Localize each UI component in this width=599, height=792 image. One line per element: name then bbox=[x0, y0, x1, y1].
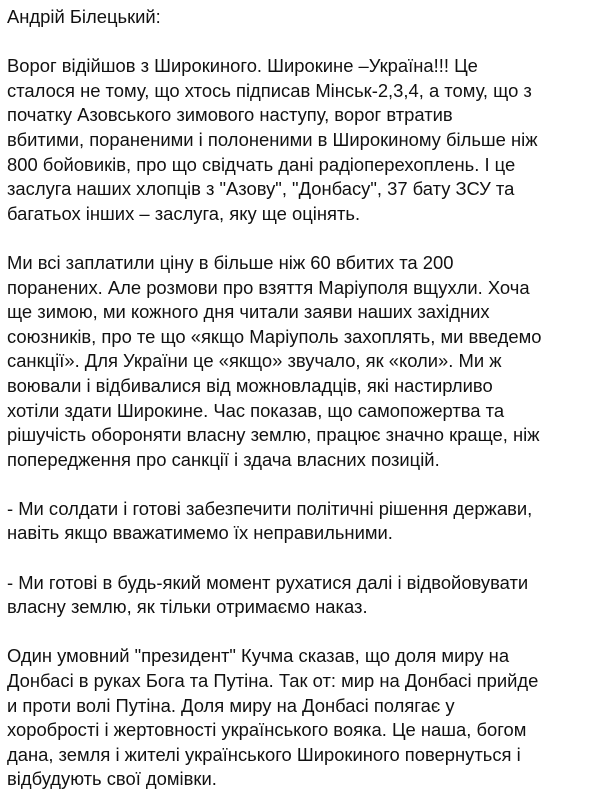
paragraph-1 bbox=[7, 54, 597, 226]
text-line: сталося не тому, що хтось підписав Мінськ-2,3,4, а тому, що з bbox=[7, 79, 532, 101]
text-line: и проти волі Путіна. Доля миру на Донбасі полягає у bbox=[7, 694, 455, 716]
text-line: відбудують свої домівки. bbox=[7, 768, 217, 790]
text-line: Один умовний "президент" Кучма сказав, що доля миру на bbox=[7, 645, 510, 667]
text-line: воювали і відбивалися від можновладців, які настирливо bbox=[7, 374, 493, 396]
text-line: попередження про санкції і здача власних позицій. bbox=[7, 448, 440, 470]
text-line: рішучість обороняти власну землю, працює значно краще, ніж bbox=[7, 424, 540, 446]
paragraph-4 bbox=[7, 571, 597, 620]
text-line: початку Азовського зимового наступу, ворог втратив bbox=[7, 104, 453, 126]
text-line: хотіли здати Широкине. Час показав, що самопожертва та bbox=[7, 399, 505, 421]
text-line: Донбасі в руках Бога та Путіна. Так от: мир на Донбасі прийде bbox=[7, 670, 539, 692]
text-line: заслуга наших хлопців з "Азову", "Донбасу", 37 бату ЗСУ та bbox=[7, 178, 515, 200]
paragraph-5 bbox=[7, 644, 597, 792]
paragraph-3 bbox=[7, 497, 597, 546]
text-line: санкції». Для України це «якщо» звучало, як «коли». Ми ж bbox=[7, 350, 502, 372]
text-line: навіть якщо вважатимемо їх неправильними. bbox=[7, 522, 393, 544]
post-author bbox=[7, 5, 597, 30]
text-line: дана, земля і жителі українського Широкиного повернуться і bbox=[7, 743, 521, 765]
author-line: Андрій Білецький: bbox=[7, 6, 161, 27]
text-line: 800 бойовиків, про що свідчать дані радіоперехоплень. І це bbox=[7, 153, 516, 175]
text-line: вбитими, пораненими і полоненими в Широкиному більше ніж bbox=[7, 128, 538, 150]
post-document bbox=[7, 0, 597, 792]
text-line: поранених. Але розмови про взяття Маріуполя вщухли. Хоча bbox=[7, 276, 530, 298]
text-line: - Ми готові в будь-який момент рухатися далі і відвойовувати bbox=[7, 571, 529, 593]
paragraph-2 bbox=[7, 251, 597, 472]
text-line: Ворог відійшов з Широкиного. Широкине –Україна!!! Це bbox=[7, 55, 478, 77]
text-line: власну землю, як тільки отримаємо наказ. bbox=[7, 596, 368, 618]
text-line: союзників, про те що «якщо Маріуполь захоплять, ми введемо bbox=[7, 325, 542, 347]
text-line: Ми всі заплатили ціну в більше ніж 60 вбитих та 200 bbox=[7, 251, 454, 273]
text-line: багатьох інших – заслуга, яку ще оцінять. bbox=[7, 202, 361, 224]
text-line: хоробрості і жертовності українського вояка. Це наша, богом bbox=[7, 719, 527, 741]
text-line: - Ми солдати і готові забезпечити політичні рішення держави, bbox=[7, 497, 533, 519]
text-line: ще зимою, ми кожного дня читали заяви наших західних bbox=[7, 301, 490, 323]
